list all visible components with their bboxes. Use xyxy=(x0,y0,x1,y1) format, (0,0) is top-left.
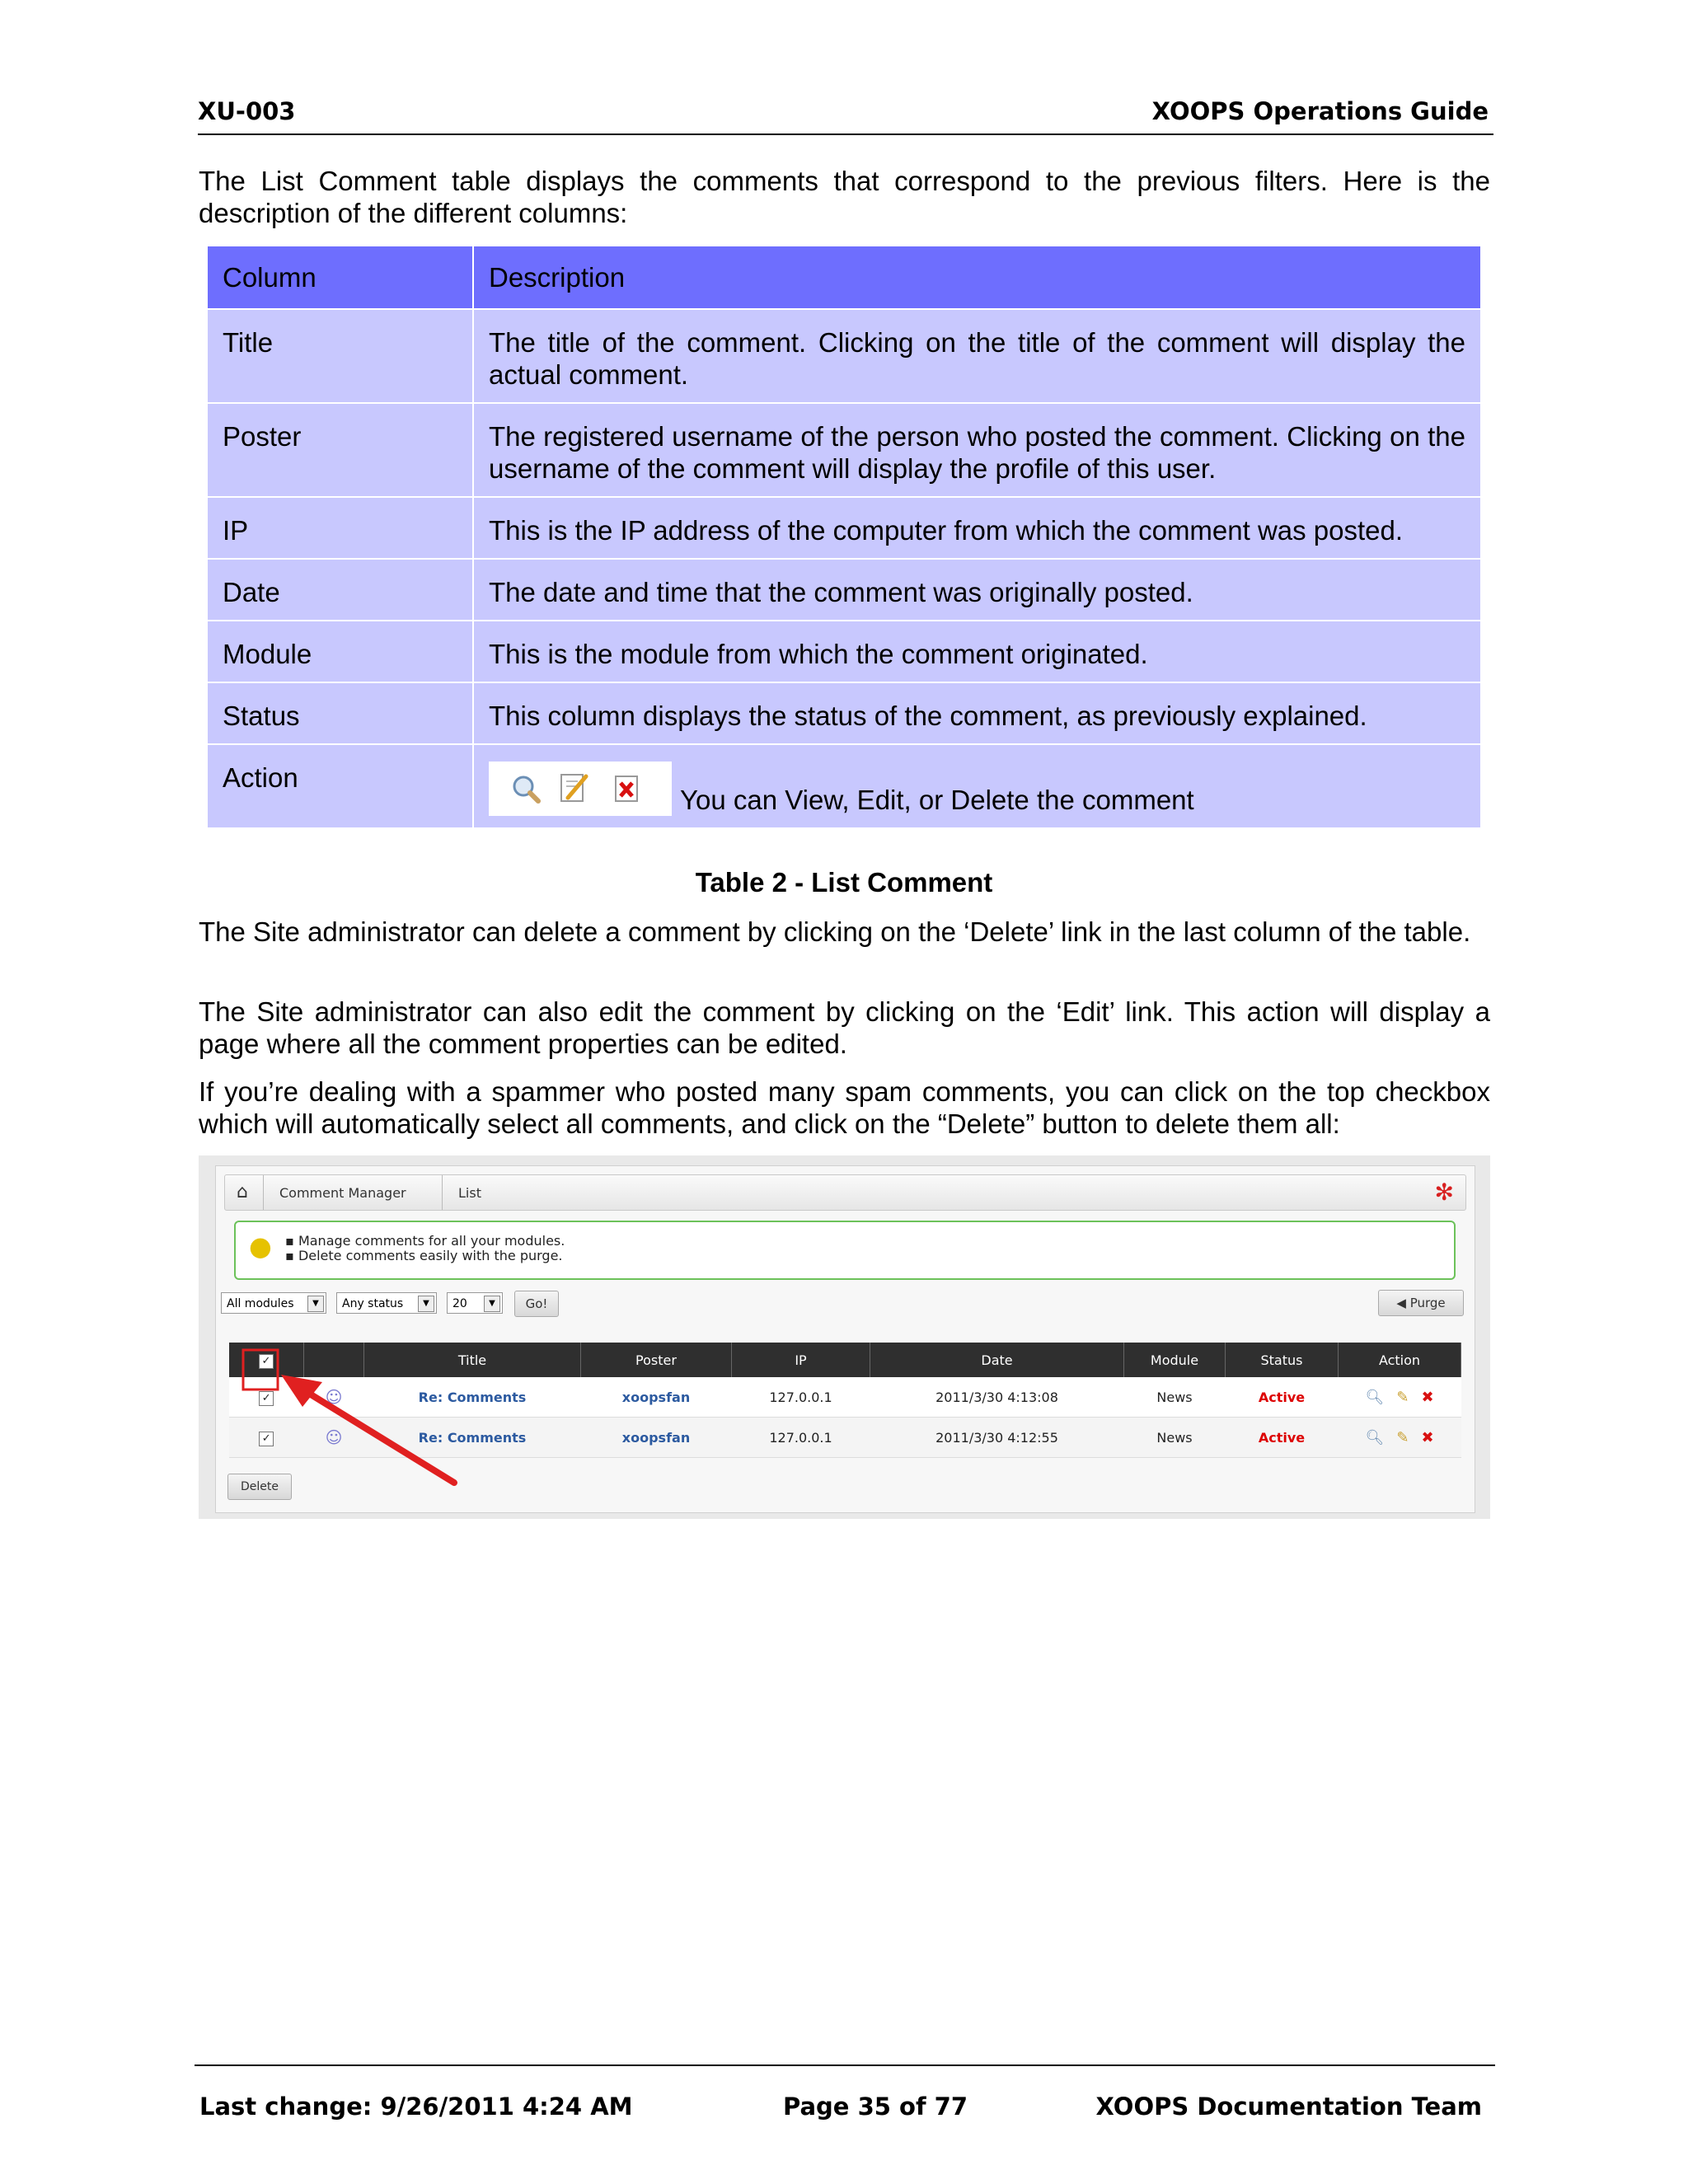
intro-paragraph: The List Comment table displays the comments that correspond to the previous filters. Here is the description of the different columns: xyxy=(199,166,1490,228)
purge-button[interactable]: ◀ Purge xyxy=(1378,1290,1464,1316)
table-row xyxy=(207,621,1481,682)
view-icon[interactable]: 🔍︎ xyxy=(1365,1388,1385,1406)
comment-title-link[interactable]: Re: Comments xyxy=(364,1377,581,1418)
arrow-shaft xyxy=(304,1390,454,1483)
table-caption: Table 2 - List Comment xyxy=(695,867,993,898)
comment-icon: ☺ xyxy=(325,1427,343,1447)
column-name-cell: Poster xyxy=(207,403,473,497)
column-name-cell: IP xyxy=(207,497,473,559)
action-description: You can View, Edit, or Delete the comment xyxy=(680,785,1194,815)
page-footer xyxy=(195,2064,1495,2121)
chevron-down-icon: ▼ xyxy=(307,1296,324,1312)
paragraph-spammer: If you’re dealing with a spammer who posted many spam comments, you can click on the top checkbox which will automatically select all comments, and click on the “Delete” button to delete them all: xyxy=(199,1076,1490,1139)
edit-icon[interactable]: ✎ xyxy=(1396,1388,1409,1406)
header-cell-description: Description xyxy=(473,246,1481,309)
column-description-table xyxy=(206,245,1482,829)
description-cell xyxy=(473,744,1481,828)
delete-icon[interactable]: ✖ xyxy=(1421,1428,1434,1446)
lightbulb-icon: ● xyxy=(249,1230,272,1262)
poster-link[interactable]: xoopsfan xyxy=(581,1418,732,1458)
column-name-cell: Date xyxy=(207,559,473,621)
module-filter-select[interactable]: All modules ▼ xyxy=(221,1292,326,1314)
status-cell: Active xyxy=(1226,1418,1339,1458)
view-icon[interactable]: 🔍︎ xyxy=(1365,1428,1385,1446)
column-name-cell: Title xyxy=(207,309,473,403)
col-ip: IP xyxy=(732,1343,870,1377)
paragraph-delete: The Site administrator can delete a comment by clicking on the ‘Delete’ link in the last column of the table. xyxy=(199,916,1471,947)
col-module: Module xyxy=(1124,1343,1226,1377)
table-row xyxy=(207,744,1481,828)
column-name-cell: Module xyxy=(207,621,473,682)
col-date: Date xyxy=(870,1343,1124,1377)
tip-item: ▪ Manage comments for all your modules. xyxy=(285,1233,565,1249)
row-checkbox[interactable]: ✓ xyxy=(259,1391,274,1406)
description-cell: The title of the comment. Clicking on the title of the comment will display the actual comment. xyxy=(473,309,1481,403)
doc-title: XOOPS Operations Guide xyxy=(1151,97,1489,125)
highlight-box xyxy=(243,1350,278,1390)
go-button[interactable]: Go! xyxy=(514,1291,559,1317)
header-cell-column: Column xyxy=(207,246,473,309)
delete-icon xyxy=(616,776,637,801)
action-icons-image xyxy=(489,762,672,816)
annotation-overlay xyxy=(199,1155,1490,1519)
comment-icon: ☺ xyxy=(325,1387,343,1407)
table-row xyxy=(207,309,1481,403)
chevron-down-icon: ▼ xyxy=(484,1296,500,1312)
col-status: Status xyxy=(1226,1343,1339,1377)
arrow-head-icon xyxy=(281,1375,322,1407)
column-name-cell: Status xyxy=(207,682,473,744)
footer-team: XOOPS Documentation Team xyxy=(1095,2093,1482,2121)
table-header-row xyxy=(207,246,1481,309)
comment-manager-screenshot xyxy=(199,1155,1490,1519)
col-poster: Poster xyxy=(581,1343,732,1377)
table-row xyxy=(207,682,1481,744)
date-cell: 2011/3/30 4:12:55 xyxy=(870,1418,1124,1458)
doc-id: XU-003 xyxy=(198,97,296,125)
description-cell: The registered username of the person who posted the comment. Clicking on the username of the comment will display the profile of this user. xyxy=(473,403,1481,497)
action-icons-svg xyxy=(489,762,672,816)
comment-title-link[interactable]: Re: Comments xyxy=(364,1418,581,1458)
column-name-cell: Action xyxy=(207,744,473,828)
table-row xyxy=(207,497,1481,559)
delete-button[interactable]: Delete xyxy=(227,1474,292,1500)
col-title: Title xyxy=(364,1343,581,1377)
table-row xyxy=(207,559,1481,621)
chevron-down-icon: ▼ xyxy=(418,1296,434,1312)
ip-cell: 127.0.0.1 xyxy=(732,1418,870,1458)
delete-icon[interactable]: ✖ xyxy=(1421,1388,1434,1406)
home-icon[interactable]: ⌂ xyxy=(237,1182,248,1202)
edit-icon[interactable]: ✎ xyxy=(1396,1428,1409,1446)
page-number: Page 35 of 77 xyxy=(783,2093,968,2121)
select-all-checkbox[interactable]: ✓ xyxy=(259,1354,274,1369)
purge-icon: ◀ xyxy=(1396,1296,1406,1310)
page-header xyxy=(198,96,1493,135)
module-cell: News xyxy=(1124,1418,1226,1458)
magnifier-icon xyxy=(514,777,538,801)
description-cell: This column displays the status of the comment, as previously explained. xyxy=(473,682,1481,744)
status-cell: Active xyxy=(1226,1377,1339,1418)
description-cell: This is the IP address of the computer from which the comment was posted. xyxy=(473,497,1481,559)
limit-select[interactable]: 20 ▼ xyxy=(447,1292,503,1314)
breadcrumb-list: List xyxy=(458,1185,481,1201)
description-cell: The date and time that the comment was originally posted. xyxy=(473,559,1481,621)
status-filter-select[interactable]: Any status ▼ xyxy=(336,1292,437,1314)
poster-link[interactable]: xoopsfan xyxy=(581,1377,732,1418)
ip-cell: 127.0.0.1 xyxy=(732,1377,870,1418)
row-checkbox[interactable]: ✓ xyxy=(259,1432,274,1446)
xoops-logo-icon: ✻ xyxy=(1434,1179,1454,1206)
paragraph-edit: The Site administrator can also edit the comment by clicking on the ‘Edit’ link. This action will display a page where all the comment properties can be edited. xyxy=(199,996,1490,1059)
table-row xyxy=(207,403,1481,497)
breadcrumb-comment-manager[interactable]: Comment Manager xyxy=(279,1185,406,1201)
tip-item: ▪ Delete comments easily with the purge. xyxy=(285,1248,563,1263)
module-cell: News xyxy=(1124,1377,1226,1418)
col-action: Action xyxy=(1339,1343,1461,1377)
last-change: Last change: 9/26/2011 4:24 AM xyxy=(199,2093,633,2121)
edit-icon xyxy=(561,775,586,801)
date-cell: 2011/3/30 4:13:08 xyxy=(870,1377,1124,1418)
description-cell: This is the module from which the comment originated. xyxy=(473,621,1481,682)
